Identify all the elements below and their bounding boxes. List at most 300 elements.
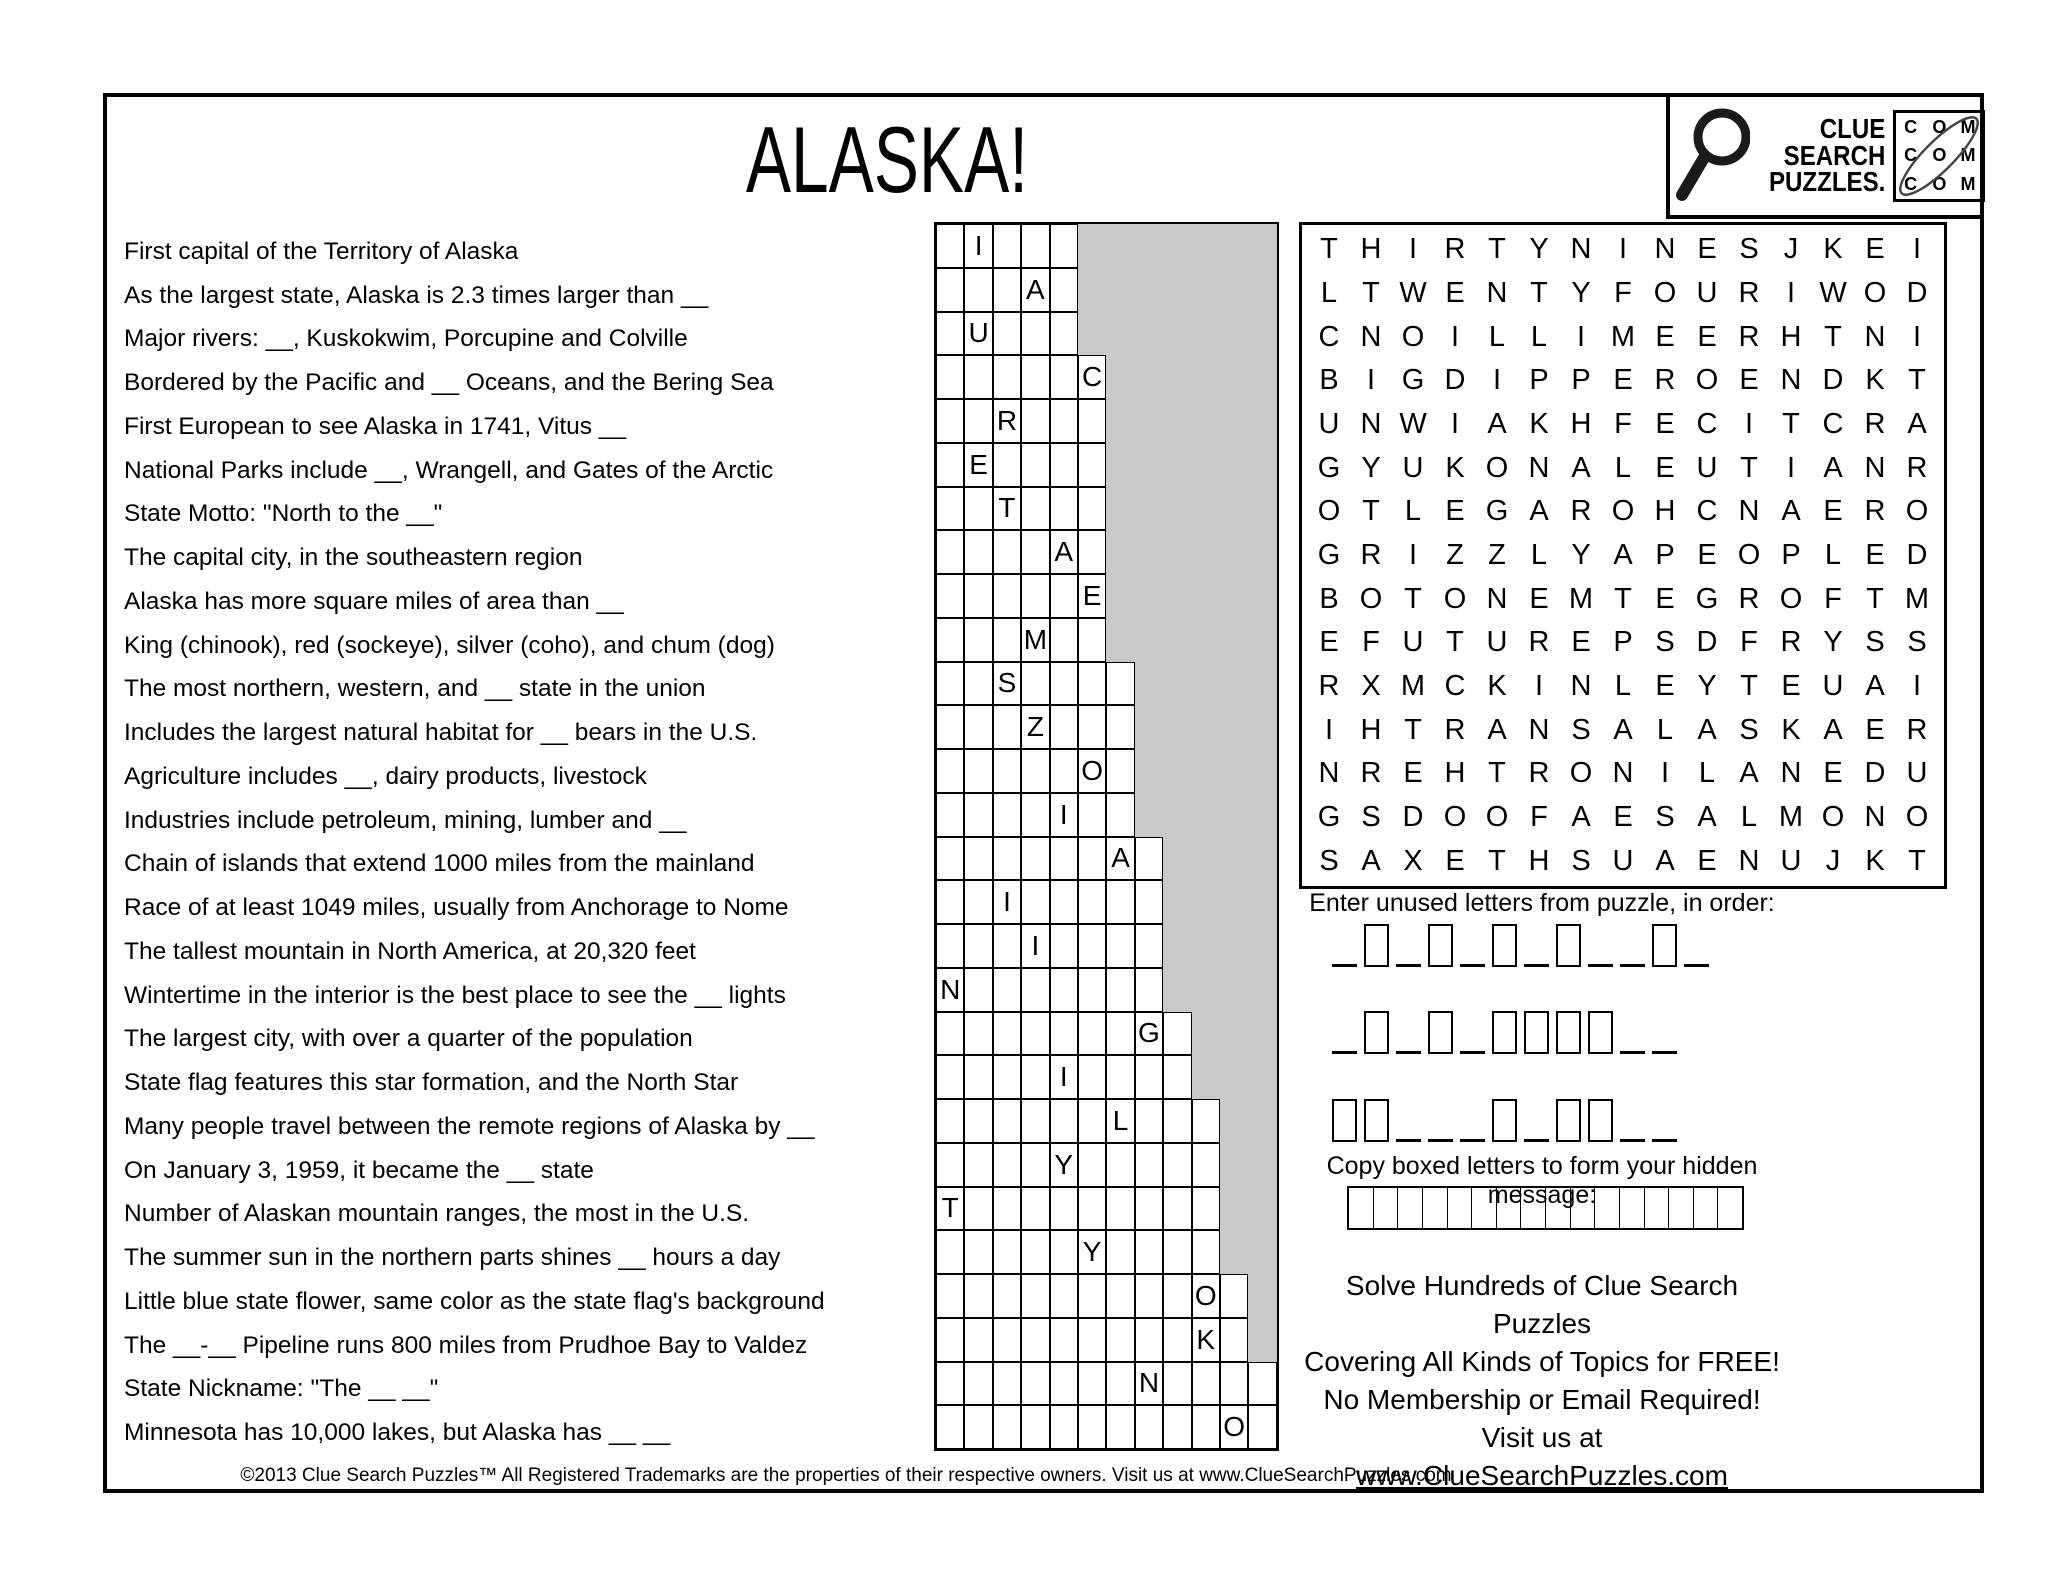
crossword-cell [993, 1012, 1021, 1056]
wordsearch-letter: P [1655, 538, 1675, 571]
crossword-cell [1021, 224, 1049, 268]
crossword-cell [936, 1362, 964, 1406]
clue-line: Many people travel between the remote regions of Alaska by __ [124, 1112, 815, 1140]
crossword-cell [1050, 618, 1078, 662]
wordsearch-letter: G [1317, 538, 1341, 571]
crossword-letter-cell: T [993, 487, 1021, 531]
crossword-letter-cell: O [1078, 749, 1106, 793]
crossword-row [936, 355, 1106, 399]
wordsearch-letter: I [1660, 757, 1670, 790]
crossword-cell [1078, 530, 1106, 574]
crossword-cell [1163, 1318, 1191, 1362]
letter-line-slot [1524, 1138, 1549, 1142]
wordsearch-letter: H [1780, 320, 1802, 353]
wordsearch-letter: G [1317, 451, 1341, 484]
wordsearch-letter: E [1445, 276, 1465, 309]
crossword-cell [1135, 1055, 1163, 1099]
clue-line: King (chinook), red (sockeye), silver (coho), and chum (dog) [124, 631, 775, 659]
crossword-letter-cell: E [964, 443, 992, 487]
logo-com-letter: M [1960, 174, 1976, 195]
crossword-letter-cell: Y [1078, 1230, 1106, 1274]
clue-line: The capital city, in the southeastern region [124, 544, 583, 572]
wordsearch-letter: Y [1361, 451, 1381, 484]
wordsearch-letter: D [1864, 757, 1886, 790]
wordsearch-letter: N [1864, 320, 1886, 353]
crossword-cell [1050, 837, 1078, 881]
wordsearch-letter: I [1366, 364, 1376, 397]
letter-line-slot [1652, 1050, 1677, 1054]
wordsearch-letter: P [1529, 364, 1549, 397]
crossword-cell [1050, 574, 1078, 618]
crossword-cell [1078, 1099, 1106, 1143]
crossword-cell [1078, 662, 1106, 706]
wordsearch-letter: E [1445, 495, 1465, 528]
crossword-letter-cell: G [1135, 1012, 1163, 1056]
crossword-cell [993, 268, 1021, 312]
wordsearch-letter: I [1492, 364, 1502, 397]
wordsearch-letter: B [1319, 364, 1339, 397]
letter-line-slot [1396, 963, 1421, 967]
crossword-cell [1135, 1099, 1163, 1143]
logo-word-search: SEARCH [1783, 139, 1886, 171]
hidden-message-cell [1595, 1188, 1620, 1228]
crossword-cell [1050, 1274, 1078, 1318]
wordsearch-letter: M [1778, 800, 1804, 833]
crossword-cell [993, 224, 1021, 268]
clue-line: The __-__ Pipeline runs 800 miles from Prudhoe Bay to Valdez [124, 1331, 808, 1359]
crossword-cell [993, 1362, 1021, 1406]
logo-com-letter: C [1904, 145, 1918, 166]
crossword-cell [1021, 749, 1049, 793]
wordsearch-letter: O [1359, 582, 1383, 615]
wordsearch-letter: A [1613, 713, 1633, 746]
crossword-cell [936, 1405, 964, 1449]
letter-box-slot [1332, 1099, 1357, 1142]
clue-line: Alaska has more square miles of area than __ [124, 587, 624, 615]
letter-box-slot [1588, 1099, 1613, 1142]
wordsearch-letter: S [1571, 844, 1591, 877]
crossword-cell [1021, 1187, 1049, 1231]
letter-line-slot [1460, 963, 1485, 967]
wordsearch-letter: S [1655, 626, 1675, 659]
crossword-letter-cell: E [1078, 574, 1106, 618]
wordsearch-letter: A [1613, 538, 1633, 571]
letter-line-slot [1428, 1138, 1453, 1142]
crossword-cell [1078, 1143, 1106, 1187]
crossword-cell [1248, 1362, 1276, 1406]
wordsearch-letter: H [1360, 713, 1382, 746]
wordsearch-row [1308, 228, 1938, 272]
letter-line-slot [1332, 963, 1357, 967]
crossword-cell [1050, 662, 1078, 706]
crossword-cell [1050, 1318, 1078, 1362]
crossword-letter-cell: C [1078, 355, 1106, 399]
wordsearch-row [1308, 621, 1938, 665]
crossword-cell [1021, 1230, 1049, 1274]
wordsearch-letter: N [1780, 757, 1802, 790]
crossword-cell [1021, 1012, 1049, 1056]
crossword-row [936, 968, 1163, 1012]
wordsearch-letter: A [1739, 757, 1759, 790]
crossword-cell [993, 1099, 1021, 1143]
crossword-letter-cell: N [1135, 1362, 1163, 1406]
letter-box-slot [1428, 1011, 1453, 1054]
crossword-cell [964, 618, 992, 662]
wordsearch-letter: F [1362, 626, 1380, 659]
crossword-cell [1135, 1187, 1163, 1231]
crossword-cell [1050, 399, 1078, 443]
wordsearch-letter: F [1824, 582, 1842, 615]
wordsearch-letter: O [1485, 800, 1509, 833]
crossword-cell [1050, 355, 1078, 399]
crossword-cell [936, 793, 964, 837]
crossword-cell [964, 880, 992, 924]
wordsearch-letter: U [1402, 451, 1424, 484]
crossword-row [936, 1318, 1248, 1362]
crossword-cell [1106, 968, 1134, 1012]
wordsearch-letter: L [1404, 495, 1422, 528]
wordsearch-letter: I [1618, 233, 1628, 266]
crossword-row [936, 530, 1106, 574]
wordsearch-letter: O [1821, 800, 1845, 833]
hidden-message-cell [1521, 1188, 1546, 1228]
crossword-letter-cell: R [993, 399, 1021, 443]
wordsearch-letter: U [1780, 844, 1802, 877]
crossword-letter-cell: A [1050, 530, 1078, 574]
wordsearch-row [1308, 839, 1938, 883]
wordsearch-letter: E [1445, 844, 1465, 877]
crossword-cell [1106, 1362, 1134, 1406]
crossword-cell [1106, 1405, 1134, 1449]
wordsearch-letter: Z [1488, 538, 1506, 571]
crossword-letter-cell: Z [1021, 705, 1049, 749]
crossword-cell [1050, 749, 1078, 793]
crossword-cell [1078, 618, 1106, 662]
crossword-cell [1050, 268, 1078, 312]
wordsearch-letter: Y [1571, 538, 1591, 571]
wordsearch-letter: R [1318, 669, 1340, 702]
crossword-cell [1078, 968, 1106, 1012]
crossword-cell [1021, 1274, 1049, 1318]
crossword-cell [964, 1362, 992, 1406]
crossword-cell [1192, 1362, 1220, 1406]
wordsearch-letter: L [1530, 320, 1548, 353]
wordsearch-letter: W [1399, 407, 1427, 440]
letter-box-slot [1652, 924, 1677, 967]
crossword-cell [936, 399, 964, 443]
wordsearch-letter: O [1863, 276, 1887, 309]
crossword-cell [1050, 705, 1078, 749]
wordsearch-letter: N [1528, 713, 1550, 746]
crossword-row [936, 662, 1135, 706]
crossword-cell [1078, 793, 1106, 837]
crossword-row [936, 224, 1078, 268]
wordsearch-row [1308, 272, 1938, 316]
wordsearch-letter: K [1487, 669, 1507, 702]
wordsearch-letter: A [1487, 713, 1507, 746]
letter-box-slot [1492, 924, 1517, 967]
crossword-cell [936, 924, 964, 968]
crossword-letter-cell: O [1192, 1274, 1220, 1318]
crossword-cell [1106, 705, 1134, 749]
crossword-cell [1050, 224, 1078, 268]
visit-link[interactable]: www.ClueSearchPuzzles.com [1356, 1460, 1728, 1491]
letter-box-slot [1364, 1099, 1389, 1142]
crossword-letter-cell: N [936, 968, 964, 1012]
wordsearch-letter: S [1907, 626, 1927, 659]
wordsearch-letter: A [1697, 800, 1717, 833]
crossword-cell [936, 355, 964, 399]
wordsearch-letter: T [1362, 495, 1380, 528]
letter-line-slot [1684, 963, 1709, 967]
hidden-message-label: Copy boxed letters to form your hidden message: [1326, 1152, 1758, 1209]
crossword-cell [1163, 1362, 1191, 1406]
crossword-cell [964, 1055, 992, 1099]
letter-box-slot [1556, 924, 1581, 967]
wordsearch-letter: T [1320, 233, 1338, 266]
hidden-message-cell [1620, 1188, 1645, 1228]
crossword-row [936, 443, 1106, 487]
clue-line: On January 3, 1959, it became the __ state [124, 1156, 594, 1184]
wordsearch-letter: D [1906, 538, 1928, 571]
wordsearch-letter: E [1571, 626, 1591, 659]
wordsearch-letter: I [1408, 538, 1418, 571]
wordsearch-letter: E [1655, 320, 1675, 353]
wordsearch-letter: E [1781, 669, 1801, 702]
wordsearch-letter: C [1822, 407, 1844, 440]
wordsearch-letter: W [1399, 276, 1427, 309]
letter-box-slot [1428, 924, 1453, 967]
wordsearch-letter: O [1443, 582, 1467, 615]
crossword-cell [1135, 924, 1163, 968]
crossword-row [936, 618, 1106, 662]
wordsearch-letter: A [1865, 669, 1885, 702]
wordsearch-letter: U [1402, 626, 1424, 659]
crossword-cell [1106, 1230, 1134, 1274]
wordsearch-letter: O [1485, 451, 1509, 484]
crossword-cell [1135, 837, 1163, 881]
crossword-cell [993, 1187, 1021, 1231]
wordsearch-letter: C [1696, 407, 1718, 440]
wordsearch-letter: Z [1446, 538, 1464, 571]
wordsearch-letter: H [1654, 495, 1676, 528]
wordsearch-letter: Y [1529, 233, 1549, 266]
crossword-cell [1192, 1143, 1220, 1187]
wordsearch-letter: T [1404, 582, 1422, 615]
promo-block [1299, 1267, 1785, 1495]
letter-line-slot [1652, 1138, 1677, 1142]
crossword-cell [964, 268, 992, 312]
unused-letter-row [1332, 1009, 1677, 1054]
clue-line: Race of at least 1049 miles, usually from Anchorage to Nome [124, 894, 789, 922]
wordsearch-letter: U [1696, 451, 1718, 484]
wordsearch-letter: E [1529, 582, 1549, 615]
crossword-row [936, 312, 1078, 356]
crossword-cell [1021, 662, 1049, 706]
wordsearch-row [1308, 796, 1938, 840]
wordsearch-letter: Y [1571, 276, 1591, 309]
hidden-message-strip [1347, 1186, 1744, 1230]
crossword-cell [993, 968, 1021, 1012]
crossword-cell [1021, 487, 1049, 531]
crossword-cell [1163, 1274, 1191, 1318]
crossword-cell [993, 355, 1021, 399]
crossword-cell [1050, 924, 1078, 968]
wordsearch-letter: I [1912, 233, 1922, 266]
crossword-cell [1078, 1274, 1106, 1318]
wordsearch-letter: M [1610, 320, 1636, 353]
letter-line-slot [1620, 1050, 1645, 1054]
crossword-cell [964, 1318, 992, 1362]
letter-line-slot [1460, 1050, 1485, 1054]
logo-diagonal-oval-icon [1896, 113, 1982, 199]
wordsearch-letter: I [1744, 407, 1754, 440]
letter-line-slot [1396, 1050, 1421, 1054]
wordsearch-letter: E [1823, 757, 1843, 790]
crossword-cell [1163, 1405, 1191, 1449]
title-area [107, 107, 1667, 212]
wordsearch-letter: O [1401, 320, 1425, 353]
wordsearch-row [1308, 490, 1938, 534]
wordsearch-letter: I [1786, 276, 1796, 309]
crossword-cell [993, 443, 1021, 487]
crossword-cell [1106, 924, 1134, 968]
clue-line: State Motto: "North to the __" [124, 500, 443, 528]
crossword-cell [1106, 1012, 1134, 1056]
crossword-cell [1021, 1362, 1049, 1406]
wordsearch-letter: O [1905, 495, 1929, 528]
letter-box-slot [1364, 1011, 1389, 1054]
wordsearch-letter: A [1361, 844, 1381, 877]
crossword-cell [1021, 1318, 1049, 1362]
wordsearch-letter: E [1319, 626, 1339, 659]
crossword-cell [1106, 1055, 1134, 1099]
hidden-message-cell [1571, 1188, 1596, 1228]
crossword-cell [1078, 1012, 1106, 1056]
wordsearch-letter: E [1697, 233, 1717, 266]
logo-com-letter: M [1960, 145, 1976, 166]
wordsearch-letter: D [1402, 800, 1424, 833]
crossword-cell [1050, 487, 1078, 531]
crossword-letter-cell: A [1106, 837, 1134, 881]
wordsearch-letter: G [1401, 364, 1425, 397]
wordsearch-letter: I [1912, 669, 1922, 702]
crossword-cell [936, 1230, 964, 1274]
crossword-cell [1135, 1230, 1163, 1274]
wordsearch-letter: A [1823, 713, 1843, 746]
crossword-cell [1050, 1099, 1078, 1143]
logo-com-letter: O [1932, 145, 1947, 166]
crossword-cell [936, 618, 964, 662]
letter-line-slot [1620, 1138, 1645, 1142]
crossword-row [936, 574, 1106, 618]
wordsearch-letter: L [1614, 451, 1632, 484]
crossword-cell [964, 1012, 992, 1056]
crossword-cell [936, 705, 964, 749]
copyright-footer: ©2013 Clue Search Puzzles™ All Registered Trademarks are the properties of their respective owners. Visit us at www.ClueSearchPuzzles.com [240, 1465, 1452, 1486]
letter-line-slot [1524, 963, 1549, 967]
clue-line: First capital of the Territory of Alaska [124, 237, 519, 265]
crossword-cell [1078, 487, 1106, 531]
crossword-cell [1106, 1274, 1134, 1318]
crossword-cell [1021, 880, 1049, 924]
wordsearch-letter: E [1865, 538, 1885, 571]
wordsearch-letter: A [1907, 407, 1927, 440]
crossword-cell [964, 399, 992, 443]
crossword-cell [1163, 1230, 1191, 1274]
wordsearch-letter: J [1783, 233, 1799, 266]
letter-box-slot [1364, 924, 1389, 967]
crossword-cell [1078, 705, 1106, 749]
crossword-letter-cell: O [1220, 1405, 1248, 1449]
crossword-cell [964, 1099, 992, 1143]
letter-box-slot [1492, 1011, 1517, 1054]
wordsearch-letter: E [1655, 669, 1675, 702]
crossword-letter-cell: S [993, 662, 1021, 706]
wordsearch-row [1308, 403, 1938, 447]
visit-prefix: Visit us at [1481, 1422, 1603, 1453]
crossword-cell [1050, 880, 1078, 924]
crossword-cell [1078, 924, 1106, 968]
wordsearch-letter: L [1530, 538, 1548, 571]
wordsearch-letter: N [1864, 451, 1886, 484]
hidden-message-cell [1694, 1188, 1719, 1228]
wordsearch-letter: S [1655, 800, 1675, 833]
wordsearch-row [1308, 359, 1938, 403]
wordsearch-letter: T [1488, 844, 1506, 877]
crossword-row [936, 399, 1106, 443]
crossword-cell [1106, 749, 1134, 793]
crossword-cell [936, 574, 964, 618]
logo-com-letter: C [1904, 116, 1918, 137]
crossword-cell [993, 530, 1021, 574]
crossword-cell [993, 1274, 1021, 1318]
hidden-message-cell [1546, 1188, 1571, 1228]
crossword-cell [936, 837, 964, 881]
clue-line: The largest city, with over a quarter of the population [124, 1025, 693, 1053]
crossword-cell [993, 618, 1021, 662]
hidden-message-cell [1398, 1188, 1423, 1228]
wordsearch-letter: M [1904, 582, 1930, 615]
crossword-cell [1135, 1318, 1163, 1362]
wordsearch-letter: L [1824, 538, 1842, 571]
crossword-cell [1106, 1143, 1134, 1187]
wordsearch-letter: F [1740, 626, 1758, 659]
wordsearch-row [1308, 665, 1938, 709]
wordsearch-letter: R [1528, 626, 1550, 659]
wordsearch-letter: P [1781, 538, 1801, 571]
crossword-cell [1192, 1230, 1220, 1274]
wordsearch-letter: S [1739, 233, 1759, 266]
crossword-cell [1135, 1405, 1163, 1449]
wordsearch-letter: E [1613, 800, 1633, 833]
wordsearch-letter: T [1446, 626, 1464, 659]
hidden-message-cell [1669, 1188, 1694, 1228]
wordsearch-letter: A [1529, 495, 1549, 528]
wordsearch-letter: N [1360, 407, 1382, 440]
wordsearch-letter: C [1444, 669, 1466, 702]
wordsearch-letter: T [1488, 233, 1506, 266]
crossword-cell [1163, 1012, 1191, 1056]
hidden-message-cell [1423, 1188, 1448, 1228]
crossword-cell [964, 1405, 992, 1449]
hidden-message-cell [1374, 1188, 1399, 1228]
crossword-row [936, 1187, 1220, 1231]
crossword-row [936, 1143, 1220, 1187]
crossword-cell [1192, 1405, 1220, 1449]
clue-line: The summer sun in the northern parts shines __ hours a day [124, 1244, 781, 1272]
crossword-letter-cell: I [993, 880, 1021, 924]
